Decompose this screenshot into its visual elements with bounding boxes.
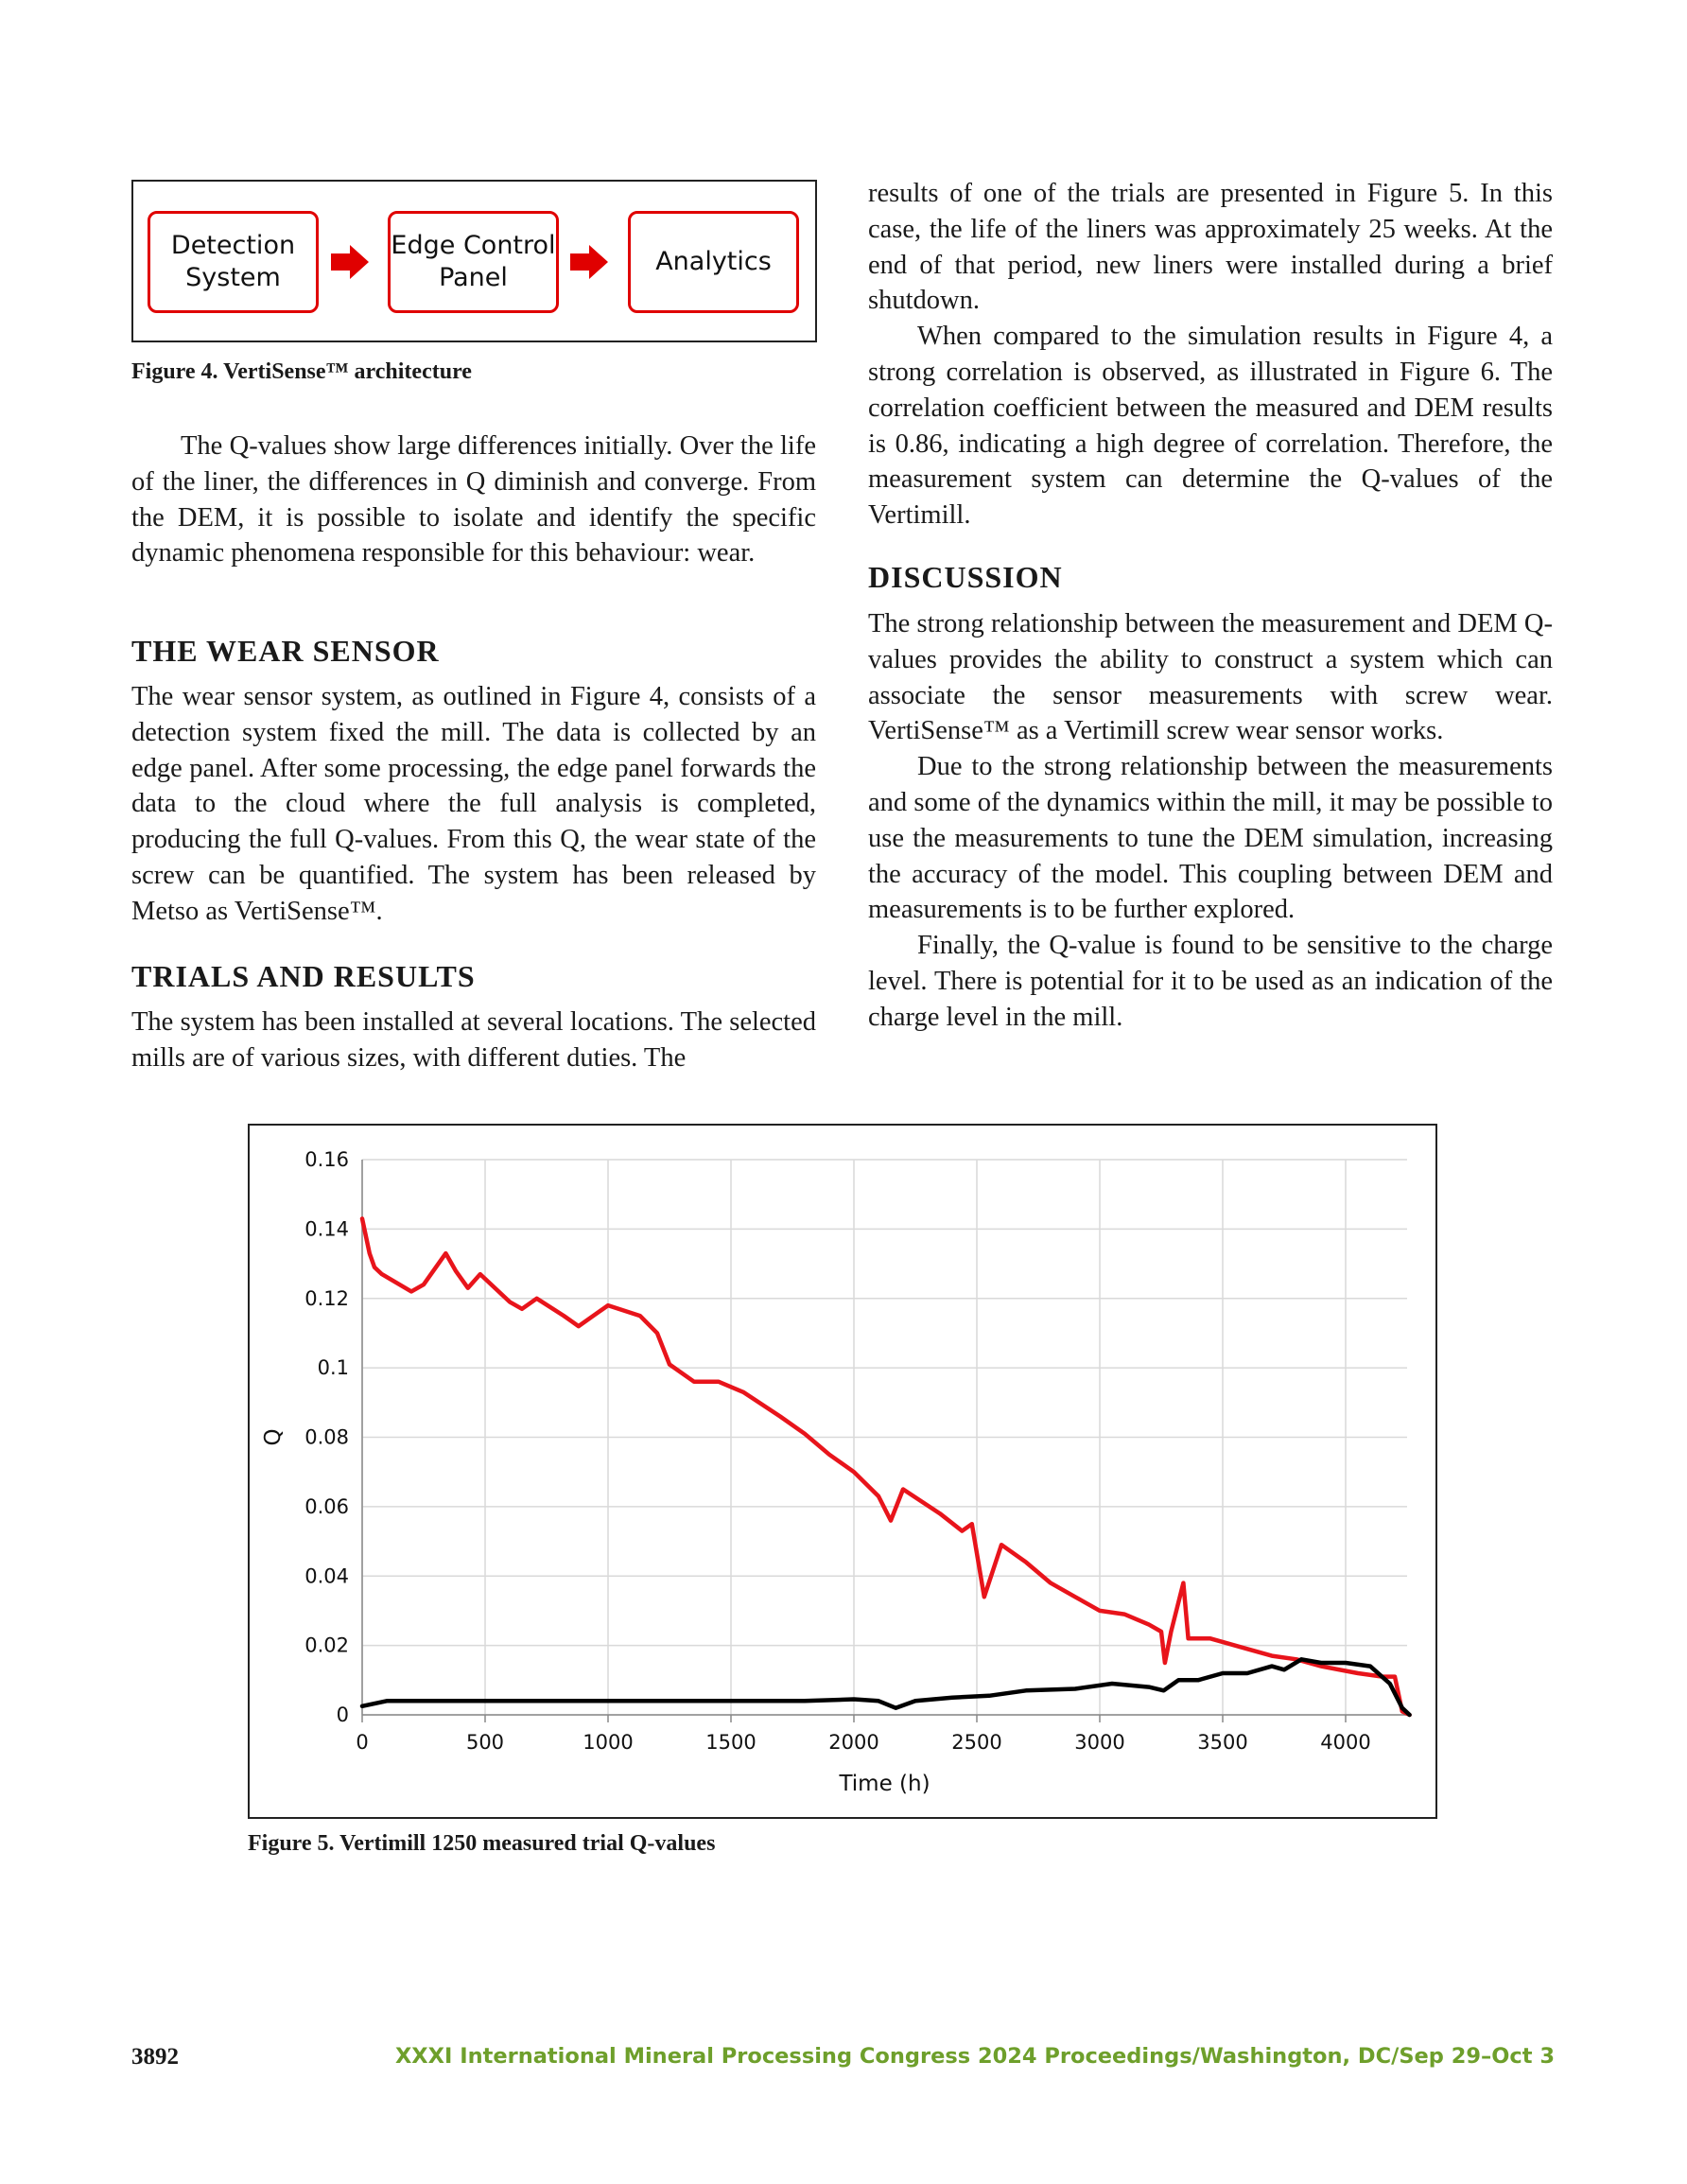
figure-5-caption: Figure 5. Vertimill 1250 measured trial Q-values: [248, 1831, 716, 1856]
figure-5-chart: [248, 1124, 1437, 1819]
box-label-line: Panel: [439, 263, 508, 292]
detection-system-box: [148, 211, 319, 313]
series-line-1: [362, 1659, 1410, 1715]
paragraph: results of one of the trials are presented in Figure 5. In this case, the life of the liners was approximately 25 weeks. At the end of that period, new liners were installed during a brief shutdown.: [868, 179, 1553, 316]
x-tick-label: 1500: [705, 1731, 757, 1754]
x-tick-label: 3000: [1074, 1731, 1125, 1754]
x-tick-label: 1000: [583, 1731, 634, 1754]
q-values-line-chart: [250, 1126, 1435, 1817]
paragraph: Due to the strong relationship between the measurements and some of the dynamics within the mill, it may be possible to use the measurements to tune the DEM simulation, increasing the accuracy of the model. This coupling between DEM and measurements is to be further explored.: [868, 752, 1553, 925]
analytics-box: [628, 211, 799, 313]
paragraph: The strong relationship between the measurement and DEM Q-values provides the ability to construct a system which can associate the sensor measurements with screw wear. VertiSense™ as a Vertimill screw wear sensor works.: [868, 609, 1553, 746]
x-axis-label: Time (h): [839, 1772, 930, 1796]
x-tick-label: 2000: [828, 1731, 879, 1754]
x-tick-label: 500: [465, 1731, 505, 1754]
figure-4-diagram: [131, 180, 817, 342]
paragraph: When compared to the simulation results in Figure 4, a strong correlation is observed, as illustrated in Figure 6. The correlation coefficient between the measured and DEM results is 0.86, indicating a high degree of correlation. Therefore, the measurement system can determine the Q-values of the Vertimill.: [868, 322, 1553, 531]
y-tick-label: 0.08: [304, 1425, 349, 1449]
left-column: [131, 428, 816, 571]
section-heading-trials: TRIALS AND RESULTS: [131, 959, 476, 993]
box-label-line: System: [185, 263, 281, 292]
y-tick-label: 0: [336, 1704, 349, 1726]
arrow-right-icon: [331, 245, 369, 279]
paragraph: Finally, the Q-value is found to be sensitive to the charge level. There is potential for it to be used as an indication of the charge level in the mill.: [868, 931, 1553, 1032]
x-tick-label: 4000: [1320, 1731, 1371, 1754]
conference-footer: XXXI International Mineral Processing Congress 2024 Proceedings/Washington, DC/Sep 29–Oct 3: [394, 2044, 1555, 2069]
edge-control-panel-box: [388, 211, 559, 313]
x-tick-label: 0: [356, 1731, 369, 1754]
y-tick-label: 0.14: [304, 1217, 349, 1241]
section-heading-discussion: DISCUSSION: [868, 560, 1063, 594]
y-tick-label: 0.02: [304, 1634, 349, 1657]
paragraph: The system has been installed at several locations. The selected mills are of various sizes, with different duties. The: [131, 1007, 816, 1073]
left-column-trials: [131, 1005, 816, 1076]
y-tick-label: 0.12: [304, 1286, 349, 1310]
left-column-wear: [131, 679, 816, 930]
right-column-discussion: [868, 606, 1553, 1036]
y-tick-label: 0.04: [304, 1564, 349, 1588]
paragraph: The wear sensor system, as outlined in Figure 4, consists of a detection system fixed the mill. The data is collected by an edge panel. After some processing, the edge panel forwards the data to the cloud where the full analysis is completed, producing the full Q-values. From this Q, the wear state of the screw can be quantified. The system has been released by Metso as VertiSense™.: [131, 682, 816, 926]
box-label-line: Detection: [170, 231, 296, 260]
series-line-0: [362, 1218, 1410, 1715]
arrow-right-icon: [570, 245, 608, 279]
paragraph: The Q-values show large differences initially. Over the life of the liner, the differences in Q diminish and converge. From the DEM, it is possible to isolate and identify the specific dynamic phenomena responsible for this behaviour: wear.: [131, 431, 816, 568]
page-number: 3892: [131, 2044, 179, 2070]
y-axis-label: Q: [261, 1428, 286, 1446]
x-tick-label: 3500: [1197, 1731, 1248, 1754]
figure-4-caption: Figure 4. VertiSense™ architecture: [131, 359, 472, 384]
box-label-line: Edge Control: [391, 231, 556, 260]
y-tick-label: 0.06: [304, 1494, 349, 1518]
box-label-line: Analytics: [655, 247, 772, 276]
section-heading-wear-sensor: THE WEAR SENSOR: [131, 634, 440, 668]
x-tick-label: 2500: [951, 1731, 1002, 1754]
y-tick-label: 0.16: [304, 1148, 349, 1171]
y-tick-label: 0.1: [317, 1356, 349, 1380]
right-column: [868, 176, 1553, 533]
